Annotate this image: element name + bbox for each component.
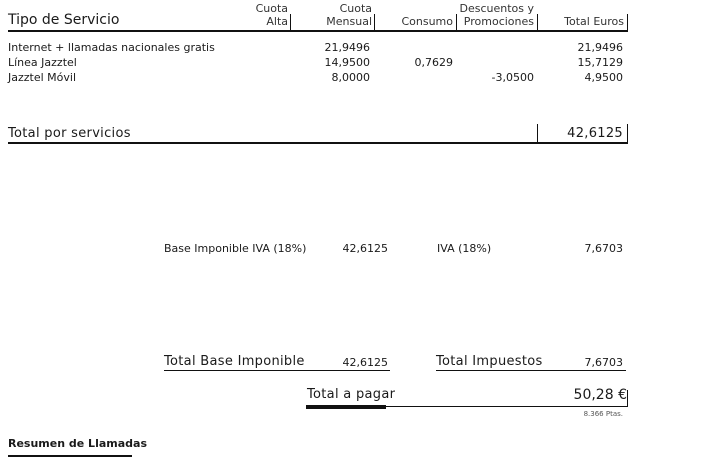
row-total: 4,9500 (584, 71, 623, 84)
resumen-title: Resumen de Llamadas (8, 437, 147, 450)
row-cuota-mensual: 8,0000 (331, 71, 370, 84)
total-impuestos-label: Total Impuestos (436, 354, 543, 369)
total-a-pagar-divider (627, 390, 628, 407)
iva-value: 7,6703 (584, 242, 623, 255)
header-service-type: Tipo de Servicio (8, 12, 120, 28)
total-servicios-underline (8, 142, 628, 144)
header-descuentos (454, 2, 534, 28)
header-cuota-mensual-line2: Mensual (326, 15, 372, 28)
total-a-pagar-value: 50,28 (573, 387, 614, 403)
iva-label: IVA (18%) (437, 242, 492, 255)
row-total: 21,9496 (577, 41, 623, 54)
resumen-underline (8, 455, 132, 457)
total-a-pagar-label: Total a pagar (307, 387, 396, 402)
header-underline (8, 30, 628, 32)
euro-symbol: € (618, 387, 627, 403)
total-a-pagar-line (386, 406, 628, 407)
header-cuota-alta (236, 2, 288, 28)
row-service: Línea Jazztel (8, 56, 77, 69)
row-total: 15,7129 (577, 56, 623, 69)
total-a-pagar-amount (540, 387, 627, 403)
row-service: Jazztel Móvil (8, 71, 77, 84)
row-cuota-mensual: 14,9500 (324, 56, 370, 69)
total-divider-right (627, 124, 628, 143)
total-a-pagar-underline (306, 405, 386, 409)
header-consumo: Consumo (401, 15, 453, 28)
header-cuota-alta-line2: Alta (266, 15, 288, 28)
col-divider (537, 14, 538, 30)
row-descuentos: -3,0500 (491, 71, 534, 84)
col-divider (374, 14, 375, 30)
header-descuentos-line2: Promociones (463, 15, 534, 28)
total-impuestos-underline (436, 370, 626, 371)
base-imponible-iva-label: Base Imponible IVA (18%) (164, 242, 307, 255)
base-imponible-iva-value: 42,6125 (342, 242, 388, 255)
header-descuentos-line1: Descuentos y (459, 2, 534, 15)
total-pesetas: 8.366 Ptas. (583, 410, 623, 418)
header-total-euros: Total Euros (564, 15, 624, 28)
total-servicios-label: Total por servicios (8, 126, 131, 141)
total-servicios-value: 42,6125 (567, 126, 623, 141)
header-cuota-mensual (316, 2, 372, 28)
row-service: Internet + llamadas nacionales gratis (8, 41, 215, 54)
total-base-underline (164, 370, 390, 371)
total-divider-left (537, 124, 538, 143)
col-divider (627, 14, 628, 30)
row-consumo: 0,7629 (414, 56, 453, 69)
col-divider (290, 14, 291, 30)
header-cuota-alta-line1: Cuota (255, 2, 288, 15)
total-base-imponible-value: 42,6125 (342, 356, 388, 369)
total-impuestos-value: 7,6703 (584, 356, 623, 369)
total-base-imponible-label: Total Base Imponible (164, 354, 305, 369)
header-cuota-mensual-line1: Cuota (339, 2, 372, 15)
row-cuota-mensual: 21,9496 (324, 41, 370, 54)
